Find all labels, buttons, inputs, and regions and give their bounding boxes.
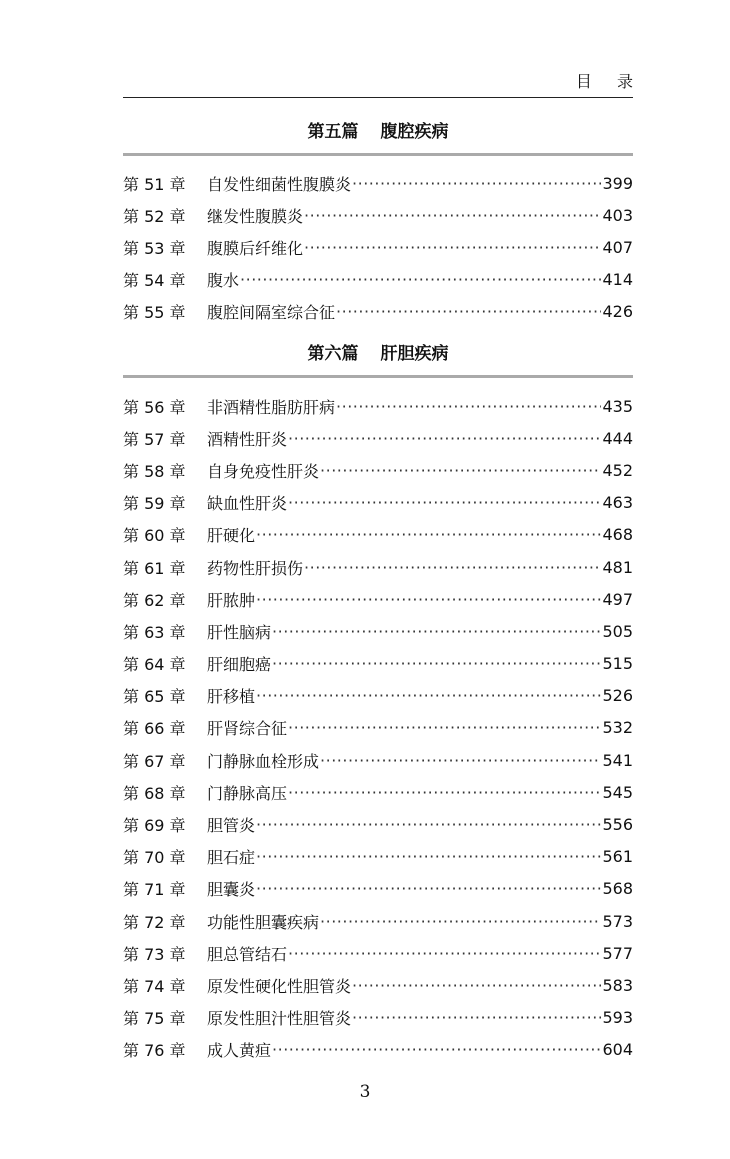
dot-leader — [352, 1008, 601, 1027]
chapter-page: 583 — [602, 975, 633, 995]
chapter-number: 第 54 章 — [123, 271, 186, 291]
chapter-page: 399 — [602, 173, 633, 193]
dot-leader — [256, 686, 601, 705]
dot-leader — [256, 879, 601, 898]
chapter-page: 505 — [602, 621, 633, 641]
toc-entry[interactable] — [123, 808, 633, 840]
chapter-title: 原发性硬化性胆管炎 — [207, 976, 352, 996]
toc-entry[interactable] — [123, 873, 633, 905]
toc-entry[interactable] — [123, 712, 633, 744]
dot-leader — [240, 270, 601, 289]
toc-entry[interactable] — [123, 167, 633, 199]
part-heading — [123, 120, 633, 156]
chapter-title: 胆总管结石 — [207, 944, 288, 964]
chapter-number: 第 65 章 — [123, 687, 186, 707]
toc-entry[interactable] — [123, 841, 633, 873]
dot-leader — [288, 429, 601, 448]
toc-entry[interactable] — [123, 1034, 633, 1066]
chapter-title: 肝脓肿 — [207, 590, 256, 610]
chapter-number: 第 71 章 — [123, 880, 186, 900]
dot-leader — [304, 238, 601, 257]
chapter-page: 556 — [602, 815, 633, 835]
toc-entry[interactable] — [123, 422, 633, 454]
dot-leader — [272, 654, 601, 673]
chapter-title: 自发性细菌性腹膜炎 — [207, 174, 352, 194]
chapter-title: 成人黄疸 — [207, 1041, 272, 1061]
dot-leader — [256, 590, 601, 609]
dot-leader — [336, 302, 601, 321]
chapter-page: 435 — [602, 396, 633, 416]
chapter-title: 腹水 — [207, 271, 240, 291]
chapter-number: 第 69 章 — [123, 816, 186, 836]
part-rule — [123, 375, 633, 378]
part-title: 第五篇 腹腔疾病 — [307, 122, 449, 142]
dot-leader — [288, 493, 601, 512]
dot-leader — [320, 751, 601, 770]
header-rule — [123, 97, 633, 98]
chapter-page: 593 — [602, 1008, 633, 1028]
toc-entry[interactable] — [123, 648, 633, 680]
toc-entry[interactable] — [123, 1002, 633, 1034]
toc-entry[interactable] — [123, 776, 633, 808]
chapter-title: 腹膜后纤维化 — [207, 238, 304, 258]
dot-leader — [304, 206, 601, 225]
chapter-number: 第 76 章 — [123, 1041, 186, 1061]
dot-leader — [256, 847, 601, 866]
toc-entry[interactable] — [123, 231, 633, 263]
toc-entry[interactable] — [123, 744, 633, 776]
chapter-title: 胆管炎 — [207, 816, 256, 836]
toc-entry[interactable] — [123, 905, 633, 937]
chapter-number: 第 63 章 — [123, 622, 186, 642]
chapter-title: 自身免疫性肝炎 — [207, 461, 320, 481]
dot-leader — [288, 783, 601, 802]
chapter-page: 526 — [602, 686, 633, 706]
toc-entry[interactable] — [123, 199, 633, 231]
chapter-title: 功能性胆囊疾病 — [207, 912, 320, 932]
chapter-title: 腹腔间隔室综合征 — [207, 303, 336, 323]
part-rule — [123, 153, 633, 156]
toc-entry[interactable] — [123, 937, 633, 969]
chapter-title: 门静脉血栓形成 — [207, 751, 320, 771]
chapter-number: 第 59 章 — [123, 494, 186, 514]
chapter-page: 561 — [602, 847, 633, 867]
chapter-title: 非酒精性脂肪肝病 — [207, 397, 336, 417]
chapter-page: 577 — [602, 943, 633, 963]
chapter-number: 第 57 章 — [123, 429, 186, 449]
chapter-title: 肝移植 — [207, 687, 256, 707]
dot-leader — [256, 815, 601, 834]
chapter-number: 第 58 章 — [123, 461, 186, 481]
chapter-number: 第 74 章 — [123, 976, 186, 996]
chapter-page: 497 — [602, 589, 633, 609]
chapter-number: 第 60 章 — [123, 526, 186, 546]
toc-entry[interactable] — [123, 680, 633, 712]
part-title: 第六篇 肝胆疾病 — [307, 344, 449, 364]
dot-leader — [304, 558, 601, 577]
chapter-page: 426 — [602, 302, 633, 322]
chapter-page: 452 — [602, 460, 633, 480]
chapter-number: 第 53 章 — [123, 238, 186, 258]
dot-leader — [272, 1040, 601, 1059]
toc-entry[interactable] — [123, 454, 633, 486]
dot-leader — [272, 622, 601, 641]
part-heading — [123, 342, 633, 378]
chapter-number: 第 56 章 — [123, 397, 186, 417]
chapter-title: 肝硬化 — [207, 526, 256, 546]
chapter-title: 肝细胞癌 — [207, 655, 272, 675]
chapter-page: 532 — [602, 718, 633, 738]
dot-leader — [320, 461, 601, 480]
chapter-list — [123, 167, 633, 328]
dot-leader — [352, 976, 601, 995]
chapter-title: 胆囊炎 — [207, 880, 256, 900]
running-head: 目 录 — [575, 72, 643, 91]
toc-entry[interactable] — [123, 519, 633, 551]
toc-entry[interactable] — [123, 487, 633, 519]
chapter-number: 第 73 章 — [123, 944, 186, 964]
dot-leader — [288, 944, 601, 963]
toc-entry[interactable] — [123, 551, 633, 583]
chapter-number: 第 72 章 — [123, 912, 186, 932]
chapter-page: 573 — [602, 911, 633, 931]
chapter-number: 第 68 章 — [123, 783, 186, 803]
chapter-title: 药物性肝损伤 — [207, 558, 304, 578]
chapter-page: 541 — [602, 750, 633, 770]
toc-entry[interactable] — [123, 969, 633, 1001]
chapter-number: 第 52 章 — [123, 206, 186, 226]
chapter-page: 604 — [602, 1040, 633, 1060]
toc-entry[interactable] — [123, 390, 633, 422]
chapter-title: 缺血性肝炎 — [207, 494, 288, 514]
page-number: 3 — [359, 1082, 371, 1102]
toc-entry[interactable] — [123, 296, 633, 328]
chapter-title: 酒精性肝炎 — [207, 429, 288, 449]
chapter-page: 414 — [602, 270, 633, 290]
chapter-number: 第 67 章 — [123, 751, 186, 771]
chapter-number: 第 51 章 — [123, 174, 186, 194]
chapter-page: 481 — [602, 557, 633, 577]
chapter-title: 继发性腹膜炎 — [207, 206, 304, 226]
chapter-title: 胆石症 — [207, 848, 256, 868]
chapter-page: 444 — [602, 428, 633, 448]
chapter-number: 第 70 章 — [123, 848, 186, 868]
chapter-number: 第 66 章 — [123, 719, 186, 739]
chapter-page: 403 — [602, 205, 633, 225]
chapter-number: 第 61 章 — [123, 558, 186, 578]
chapter-number: 第 62 章 — [123, 590, 186, 610]
toc-entry[interactable] — [123, 264, 633, 296]
dot-leader — [352, 174, 601, 193]
chapter-title: 门静脉高压 — [207, 783, 288, 803]
dot-leader — [320, 912, 601, 931]
chapter-page: 463 — [602, 493, 633, 513]
toc-entry[interactable] — [123, 583, 633, 615]
dot-leader — [256, 525, 601, 544]
chapter-number: 第 55 章 — [123, 303, 186, 323]
chapter-page: 468 — [602, 525, 633, 545]
chapter-title: 原发性胆汁性胆管炎 — [207, 1009, 352, 1029]
dot-leader — [336, 397, 601, 416]
chapter-page: 407 — [602, 237, 633, 257]
chapter-number: 第 64 章 — [123, 655, 186, 675]
chapter-page: 515 — [602, 654, 633, 674]
chapter-number: 第 75 章 — [123, 1009, 186, 1029]
toc-entry[interactable] — [123, 615, 633, 647]
chapter-list — [123, 390, 633, 1066]
chapter-page: 545 — [602, 782, 633, 802]
chapter-title: 肝性脑病 — [207, 622, 272, 642]
chapter-page: 568 — [602, 879, 633, 899]
dot-leader — [288, 718, 601, 737]
chapter-title: 肝肾综合征 — [207, 719, 288, 739]
